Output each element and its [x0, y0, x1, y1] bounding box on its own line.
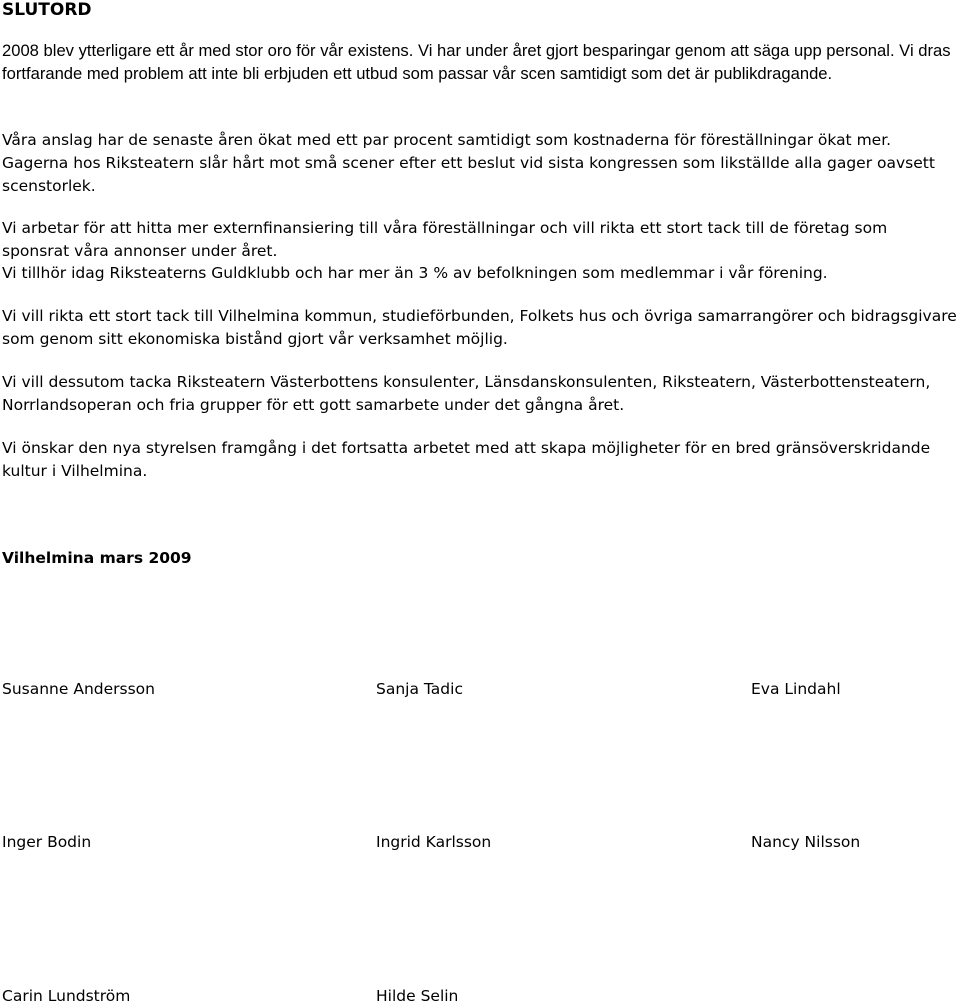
paragraph-wishes: Vi önskar den nya styrelsen framgång i det fortsatta arbetet med att skapa möjligheter för en bred gränsöverskridande kultur i Vilhelmina. — [2, 439, 931, 480]
paragraph-thanks-partners: Vi vill dessutom tacka Riksteatern Västerbottens konsulenter, Länsdanskonsulenten, Riksteatern, Västerbottensteatern, Norrlandsoperan och fria grupper för ett gott samarbete under det gångna året. — [2, 373, 931, 414]
section-heading: SLUTORD — [2, 0, 92, 20]
signature-name: Hilde Selin — [376, 987, 459, 1005]
place-and-date: Vilhelmina mars 2009 — [2, 549, 192, 567]
paragraph-thanks-municipality: Vi vill rikta ett stort tack till Vilhelmina kommun, studieförbunden, Folkets hus och övriga samarrangörer och bidragsgivare som genom sitt ekonomiska bistånd gjort vår verksamhet möjlig. — [2, 307, 957, 348]
signature-name: Ingrid Karlsson — [376, 833, 492, 851]
signature-name: Carin Lundström — [2, 987, 131, 1005]
signature-name: Nancy Nilsson — [751, 833, 861, 851]
paragraph-sponsors: Vi arbetar för att hitta mer externfinansiering till våra föreställningar och vill rikta ett stort tack till de företag som sponsrat våra annonser under året. — [2, 219, 888, 260]
paragraph-existence: 2008 blev ytterligare ett år med stor oro för vår existens. Vi har under året gjort besparingar genom att säga upp personal. Vi dras fortfarande med problem att inte bli erbjuden ett utbud som passar vår scen samtidigt som det är publikdragande. — [2, 41, 951, 83]
signature-name: Sanja Tadic — [376, 680, 463, 698]
paragraph-grants: Våra anslag har de senaste åren ökat med ett par procent samtidigt som kostnaderna för föreställningar ökat mer. — [2, 131, 892, 149]
signature-name: Susanne Andersson — [2, 680, 155, 698]
signature-name: Inger Bodin — [2, 833, 92, 851]
paragraph-fees: Gagerna hos Riksteatern slår hårt mot små scener efter ett beslut vid sista kongressen som likställde alla gager oavsett scenstorlek. — [2, 154, 935, 195]
signature-name: Eva Lindahl — [751, 680, 841, 698]
paragraph-goldclub: Vi tillhör idag Riksteaterns Guldklubb och har mer än 3 % av befolkningen som medlemmar i vår förening. — [2, 264, 828, 282]
